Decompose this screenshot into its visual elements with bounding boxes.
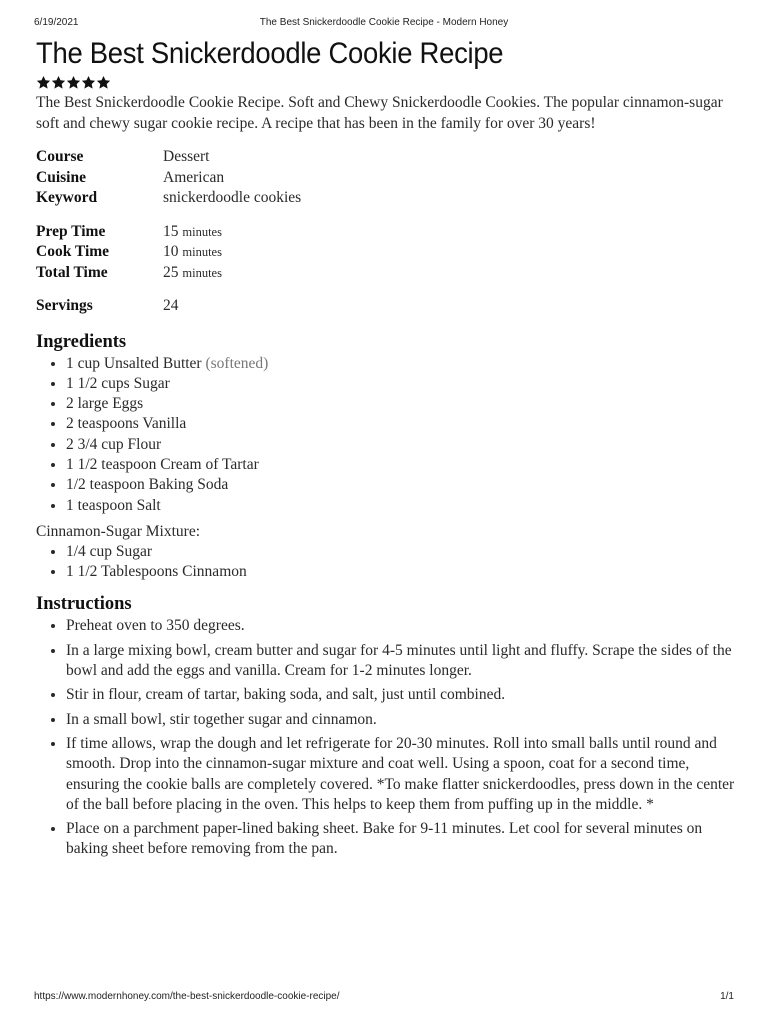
- instruction-step: • In a large mixing bowl, cream butter and sugar for 4-5 minutes until light and fluffy. Scrape the sides of the bowl and add the eggs and vanilla. Cream for 1-2 minutes longer.: [66, 641, 736, 682]
- time-value: 25: [163, 263, 179, 281]
- star-rating: [36, 75, 736, 93]
- instruction-step: • If time allows, wrap the dough and let refrigerate for 20-30 minutes. Roll into small balls until round and smooth. Drop into the cinnamon-sugar mixture and coat well. Using a spoon, coat for a second time, ensuring the cookie balls are completely covered. *To make flatter snickerdoodles, press down in the center of the ball before placing in the oven. This helps to keep them from puffing up in the middle. *: [66, 734, 736, 815]
- ingredient-item: • 1/4 cup Sugar: [66, 542, 736, 562]
- meta-total-time: [36, 263, 736, 284]
- meta-value: 24: [163, 297, 179, 314]
- instructions-heading: Instructions: [36, 594, 132, 615]
- time-value: 10: [163, 243, 179, 260]
- ingredient-item: • 2 teaspoons Vanilla: [66, 414, 736, 434]
- meta-servings-group: [36, 296, 736, 317]
- print-footer: [34, 991, 734, 1005]
- recipe-card: [36, 36, 736, 864]
- ingredient-item: • 1 1/2 Tablespoons Cinnamon: [66, 562, 736, 582]
- meta-value: [163, 263, 222, 284]
- mixture-list: [36, 542, 736, 583]
- meta-category-group: [36, 147, 736, 209]
- meta-prep-time: [36, 222, 736, 243]
- page-number: 1/1: [720, 991, 734, 1002]
- meta-course: [36, 147, 736, 168]
- meta-cook-time: [36, 242, 736, 263]
- meta-servings: [36, 296, 736, 317]
- mixture-heading: Cinnamon-Sugar Mixture:: [36, 522, 201, 540]
- ingredient-item: • 1 teaspoon Salt: [66, 496, 736, 516]
- meta-keyword: [36, 188, 736, 209]
- print-doc-title: The Best Snickerdoodle Cookie Recipe - Modern Honey: [259, 17, 509, 28]
- recipe-summary: The Best Snickerdoodle Cookie Recipe. Soft and Chewy Snickerdoodle Cookies. The popular cinnamon-sugar soft and chewy sugar cookie recipe. A recipe that has been in the family for over 30 years!: [36, 94, 723, 132]
- recipe-title: The Best Snickerdoodle Cookie Recipe: [36, 37, 504, 70]
- meta-value: [163, 222, 222, 243]
- meta-label: Cook Time: [36, 243, 110, 260]
- meta-label: Keyword: [36, 189, 98, 206]
- time-unit: minutes: [182, 224, 222, 239]
- meta-value: snickerdoodle cookies: [163, 189, 302, 206]
- star-icon: [36, 75, 51, 90]
- recipe-meta: [36, 147, 736, 317]
- ingredient-item: • 1 1/2 cups Sugar: [66, 374, 736, 394]
- meta-label: Prep Time: [36, 222, 106, 240]
- ingredients-list: [36, 354, 736, 516]
- ingredient-item: [66, 354, 736, 374]
- instruction-step: • Preheat oven to 350 degrees.: [66, 616, 736, 636]
- ingredient-text: 1 cup Unsalted Butter: [66, 354, 202, 372]
- ingredient-item: • 2 large Eggs: [66, 394, 736, 414]
- meta-label: Course: [36, 148, 84, 165]
- time-value: 15: [163, 222, 179, 240]
- star-icon: [66, 75, 81, 90]
- meta-value: [163, 242, 222, 263]
- meta-label: Cuisine: [36, 168, 86, 186]
- ingredient-item: • 1 1/2 teaspoon Cream of Tartar: [66, 455, 736, 475]
- meta-cuisine: [36, 168, 736, 189]
- print-header: [34, 17, 734, 31]
- star-icon: [51, 75, 66, 90]
- ingredient-item: • 1/2 teaspoon Baking Soda: [66, 475, 736, 495]
- ingredient-note: (softened): [205, 354, 269, 372]
- print-date: 6/19/2021: [34, 17, 79, 28]
- instructions-list: [36, 616, 736, 859]
- meta-time-group: [36, 222, 736, 284]
- instruction-step: • Stir in flour, cream of tartar, baking soda, and salt, just until combined.: [66, 685, 736, 705]
- meta-label: Total Time: [36, 263, 108, 281]
- page-url[interactable]: https://www.modernhoney.com/the-best-snickerdoodle-cookie-recipe/: [34, 991, 340, 1002]
- meta-value: Dessert: [163, 148, 210, 165]
- instruction-step: • In a small bowl, stir together sugar and cinnamon.: [66, 710, 736, 730]
- ingredient-item: • 2 3/4 cup Flour: [66, 435, 736, 455]
- star-icon: [81, 75, 96, 90]
- meta-label: Servings: [36, 297, 93, 314]
- star-icon: [96, 75, 111, 90]
- instruction-step: • Place on a parchment paper-lined baking sheet. Bake for 9-11 minutes. Let cool for several minutes on baking sheet before removing from the pan.: [66, 819, 736, 860]
- ingredients-heading: Ingredients: [36, 331, 127, 352]
- meta-value: American: [163, 168, 225, 186]
- time-unit: minutes: [182, 245, 222, 259]
- time-unit: minutes: [182, 265, 222, 280]
